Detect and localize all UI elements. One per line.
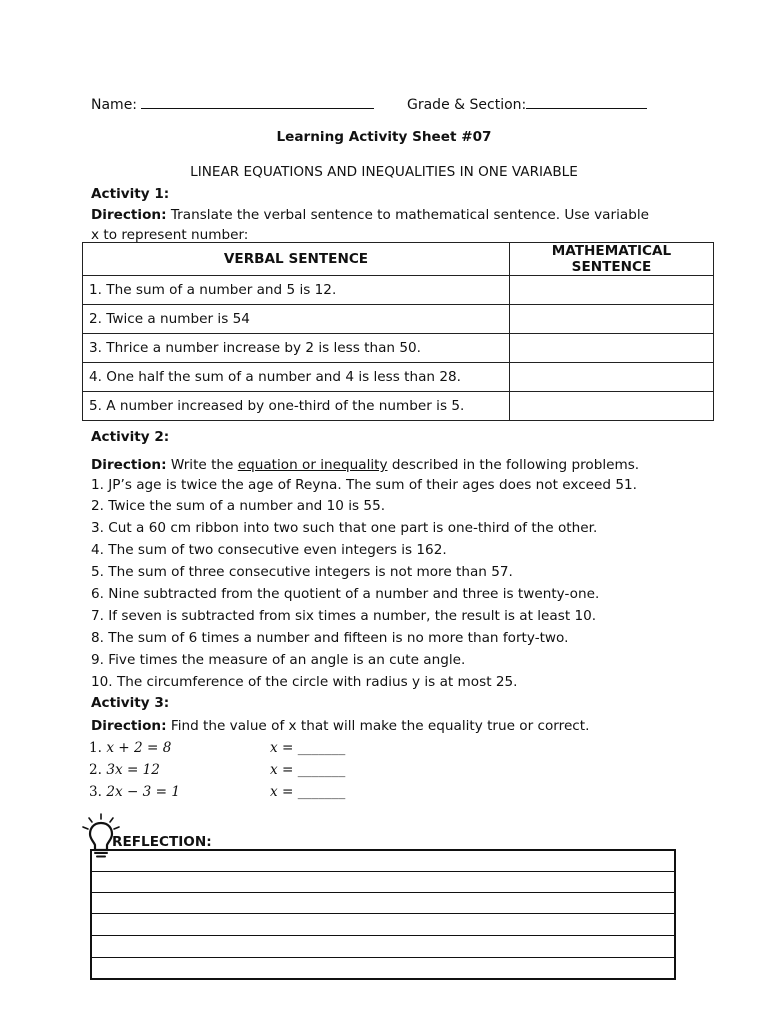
activity1-table xyxy=(82,242,714,421)
writing-line xyxy=(92,957,674,958)
direction-label: Direction: xyxy=(91,718,167,734)
topic-title: LINEAR EQUATIONS AND INEQUALITIES IN ONE VARIABLE xyxy=(190,164,578,180)
name-blank[interactable] xyxy=(141,94,374,109)
table-row xyxy=(83,363,714,392)
verbal-sentence-cell: 5. A number increased by one-third of the number is 5. xyxy=(83,392,510,421)
table-row xyxy=(83,276,714,305)
verbal-sentence-cell: 2. Twice a number is 54 xyxy=(83,305,510,334)
verbal-sentence-cell: 3. Thrice a number increase by 2 is less than 50. xyxy=(83,334,510,363)
problem-item: 3. Cut a 60 cm ribbon into two such that one part is one-third of the other. xyxy=(91,520,598,536)
equation-row xyxy=(89,784,180,800)
answer-cell[interactable] xyxy=(510,305,714,334)
equation: 2x − 3 = 1 xyxy=(106,784,180,800)
direction-text-pre: Write the xyxy=(166,457,238,473)
activity2-title: Activity 2: xyxy=(91,429,170,445)
writing-line xyxy=(92,935,674,936)
writing-line xyxy=(92,913,674,914)
problem-item: 10. The circumference of the circle with radius y is at most 25. xyxy=(91,674,518,690)
direction-text: Find the value of x that will make the equality true or correct. xyxy=(166,718,590,734)
answer-cell[interactable] xyxy=(510,392,714,421)
table-row xyxy=(83,392,714,421)
problem-item: 2. Twice the sum of a number and 10 is 55. xyxy=(91,498,386,514)
equation: x + 2 = 8 xyxy=(106,740,172,756)
problem-item: 8. The sum of 6 times a number and fifteen is no more than forty-two. xyxy=(91,630,569,646)
equation-row xyxy=(89,762,160,778)
column-header-math: MATHEMATICAL SENTENCE xyxy=(510,243,714,276)
direction-text: Translate the verbal sentence to mathematical sentence. Use variable xyxy=(166,207,649,223)
problem-item: 4. The sum of two consecutive even integers is 162. xyxy=(91,542,447,558)
equation-number: 2. xyxy=(89,762,102,778)
verbal-sentence-cell: 1. The sum of a number and 5 is 12. xyxy=(83,276,510,305)
table-row xyxy=(83,334,714,363)
problem-item: 6. Nine subtracted from the quotient of a number and three is twenty-one. xyxy=(91,586,600,602)
answer-cell[interactable] xyxy=(510,363,714,392)
activity2-direction xyxy=(91,457,639,473)
activity1-direction xyxy=(91,207,649,223)
table-header-row xyxy=(83,243,714,276)
answer-blank[interactable]: x = _______ xyxy=(270,784,346,800)
verbal-sentence-cell: 4. One half the sum of a number and 4 is less than 28. xyxy=(83,363,510,392)
problem-item: 9. Five times the measure of an angle is an cute angle. xyxy=(91,652,466,668)
grade-field xyxy=(407,94,647,113)
reflection-box[interactable] xyxy=(90,849,676,980)
answer-cell[interactable] xyxy=(510,334,714,363)
problem-item: 7. If seven is subtracted from six times a number, the result is at least 10. xyxy=(91,608,597,624)
direction-text-underlined: equation or inequality xyxy=(237,457,388,473)
writing-line xyxy=(92,871,674,872)
equation-number: 1. xyxy=(89,740,102,756)
problem-item: 5. The sum of three consecutive integers is not more than 57. xyxy=(91,564,513,580)
answer-cell[interactable] xyxy=(510,276,714,305)
activity1-title: Activity 1: xyxy=(91,186,170,202)
equation: 3x = 12 xyxy=(106,762,160,778)
activity3-title: Activity 3: xyxy=(91,695,170,711)
answer-blank[interactable]: x = _______ xyxy=(270,740,346,756)
answer-blank[interactable]: x = _______ xyxy=(270,762,346,778)
activity1-direction-cont: x to represent number: xyxy=(91,227,249,243)
grade-blank[interactable] xyxy=(526,94,647,109)
name-label: Name: xyxy=(91,97,138,113)
direction-label: Direction: xyxy=(91,457,167,473)
column-header-verbal: VERBAL SENTENCE xyxy=(83,243,510,276)
name-field xyxy=(91,94,374,113)
sheet-title: Learning Activity Sheet #07 xyxy=(276,129,492,145)
direction-label: Direction: xyxy=(91,207,167,223)
grade-label: Grade & Section: xyxy=(407,97,527,113)
equation-number: 3. xyxy=(89,784,102,800)
reflection-title: REFLECTION: xyxy=(112,834,212,850)
writing-line xyxy=(92,892,674,893)
activity3-direction xyxy=(91,718,589,734)
problem-item: 1. JP’s age is twice the age of Reyna. The sum of their ages does not exceed 51. xyxy=(91,477,637,493)
table-row xyxy=(83,305,714,334)
equation-row xyxy=(89,740,171,756)
direction-text-post: described in the following problems. xyxy=(387,457,640,473)
